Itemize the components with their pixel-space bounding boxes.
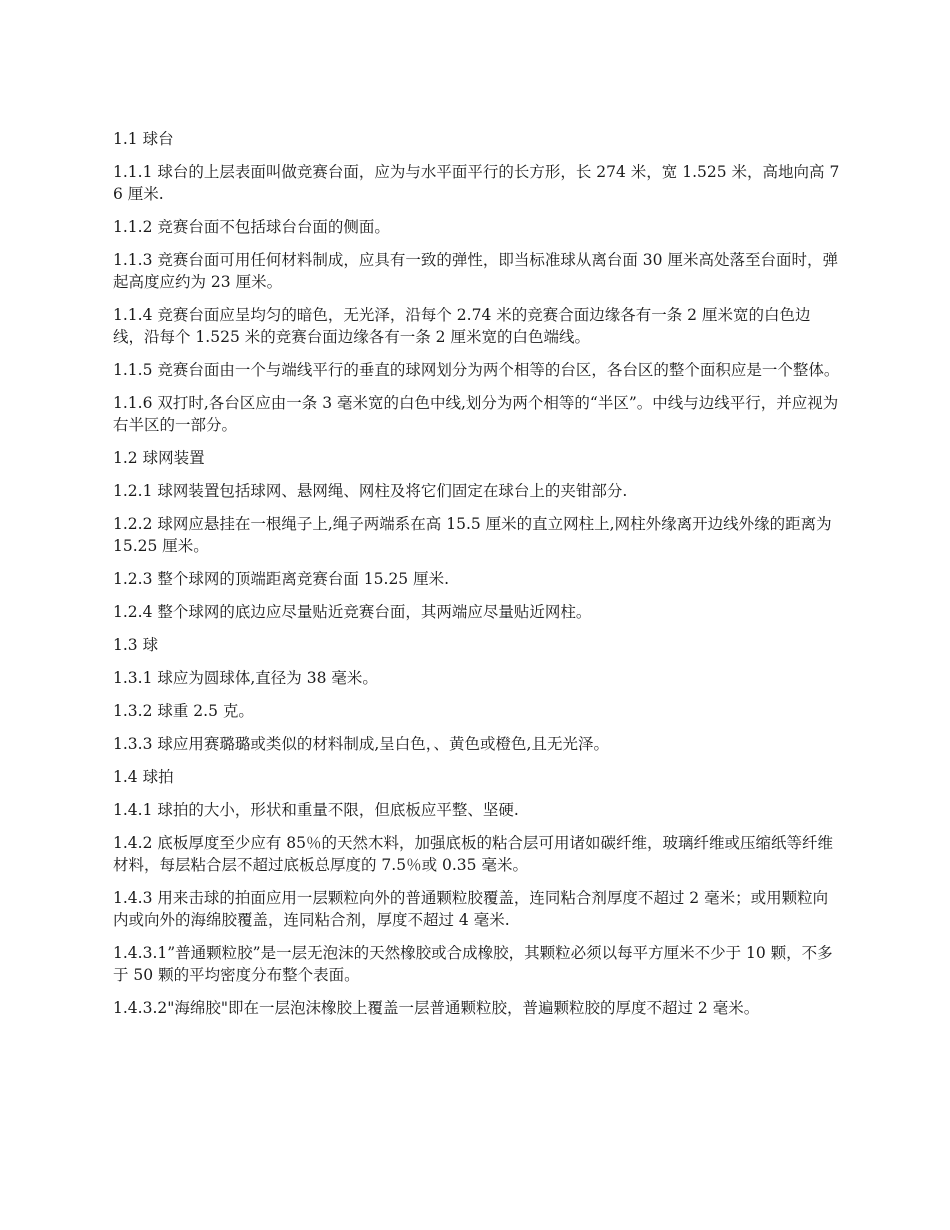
- paragraph-1-4-1: 1.4.1 球拍的大小，形状和重量不限，但底板应平整、坚硬.: [113, 801, 519, 819]
- paragraph-1-1-1: 1.1.1 球台的上层表面叫做竞赛台面，应为与水平面平行的长方形，长 274 米，宽 1.525 米，高地向高 76 厘米.: [113, 163, 840, 203]
- paragraph-1-2-1: 1.2.1 球网装置包括球网、悬网绳、网柱及将它们固定在球台上的夹钳部分.: [113, 482, 628, 500]
- paragraph-1-1-4: 1.1.4 竞赛台面应呈均匀的暗色，无光泽，沿每个 2.74 米的竞赛合面边缘各有一条 2 厘米宽的白色边线，沿每个 1.525 米的竞赛台面边缘各有一条 2 厘米宽的白色端线。: [113, 306, 811, 346]
- paragraph-1-4-3: 1.4.3 用来击球的拍面应用一层颗粒向外的普通颗粒胶覆盖，连同粘合剂厚度不超过 2 毫米；或用颗粒向内或向外的海绵胶覆盖，连同粘合剂，厚度不超过 4 毫米.: [113, 889, 829, 929]
- paragraph-1-1-2: 1.1.2 竞赛台面不包括球台台面的侧面。: [113, 218, 390, 236]
- section-heading-1-3: 1.3 球: [113, 636, 159, 654]
- paragraph-1-3-1: 1.3.1 球应为圆球体,直径为 38 毫米。: [113, 669, 378, 687]
- paragraph-1-2-3: 1.2.3 整个球网的顶端距离竞赛台面 15.25 厘米.: [113, 570, 450, 588]
- paragraph-1-4-3-1: 1.4.3.1”普通颗粒胶”是一层无泡沫的天然橡胶或合成橡胶，其颗粒必须以每平方厘米不少于 10 颗，不多于 50 颗的平均密度分布整个表面。: [113, 944, 833, 984]
- paragraph-1-3-2: 1.3.2 球重 2.5 克。: [113, 702, 254, 720]
- paragraph-1-1-3: 1.1.3 竞赛台面可用任何材料制成，应具有一致的弹性，即当标准球从离台面 30 厘米高处落至台面时，弹起高度应约为 23 厘米。: [113, 251, 838, 291]
- paragraph-1-1-6: 1.1.6 双打时,各台区应由一条 3 毫米宽的白色中线,划分为两个相等的“半区”。中线与边线平行，并应视为右半区的一部分。: [113, 394, 839, 434]
- paragraph-1-1-5: 1.1.5 竞赛台面由一个与端线平行的垂直的球网划分为两个相等的台区，各台区的整个面积应是一个整体。: [113, 361, 840, 379]
- paragraph-1-3-3: 1.3.3 球应用赛璐璐或类似的材料制成,呈白色，、黄色或橙色,且无光泽。: [113, 735, 609, 753]
- paragraph-1-4-2: 1.4.2 底板厚度至少应有 85％的天然木料，加强底板的粘合层可用诸如碳纤维，玻璃纤维或压缩纸等纤维材料，每层粘合层不超过底板总厚度的 7.5％或 0.35 毫米。: [113, 834, 834, 874]
- section-heading-1-2: 1.2 球网装置: [113, 449, 205, 467]
- paragraph-1-4-3-2: 1.4.3.2"海绵胶"即在一层泡沫橡胶上覆盖一层普通颗粒胶，普遍颗粒胶的厚度不超过 2 毫米。: [113, 999, 760, 1017]
- section-heading-1-1: 1.1 球台: [113, 130, 174, 148]
- document-page: [113, 128, 841, 1030]
- paragraph-1-2-2: 1.2.2 球网应悬挂在一根绳子上,绳子两端系在高 15.5 厘米的直立网柱上,网柱外缘离开边线外缘的距离为 15.25 厘米。: [113, 515, 832, 555]
- paragraph-1-2-4: 1.2.4 整个球网的底边应尽量贴近竞赛台面，其两端应尽量贴近网柱。: [113, 603, 592, 621]
- section-heading-1-4: 1.4 球拍: [113, 768, 174, 786]
